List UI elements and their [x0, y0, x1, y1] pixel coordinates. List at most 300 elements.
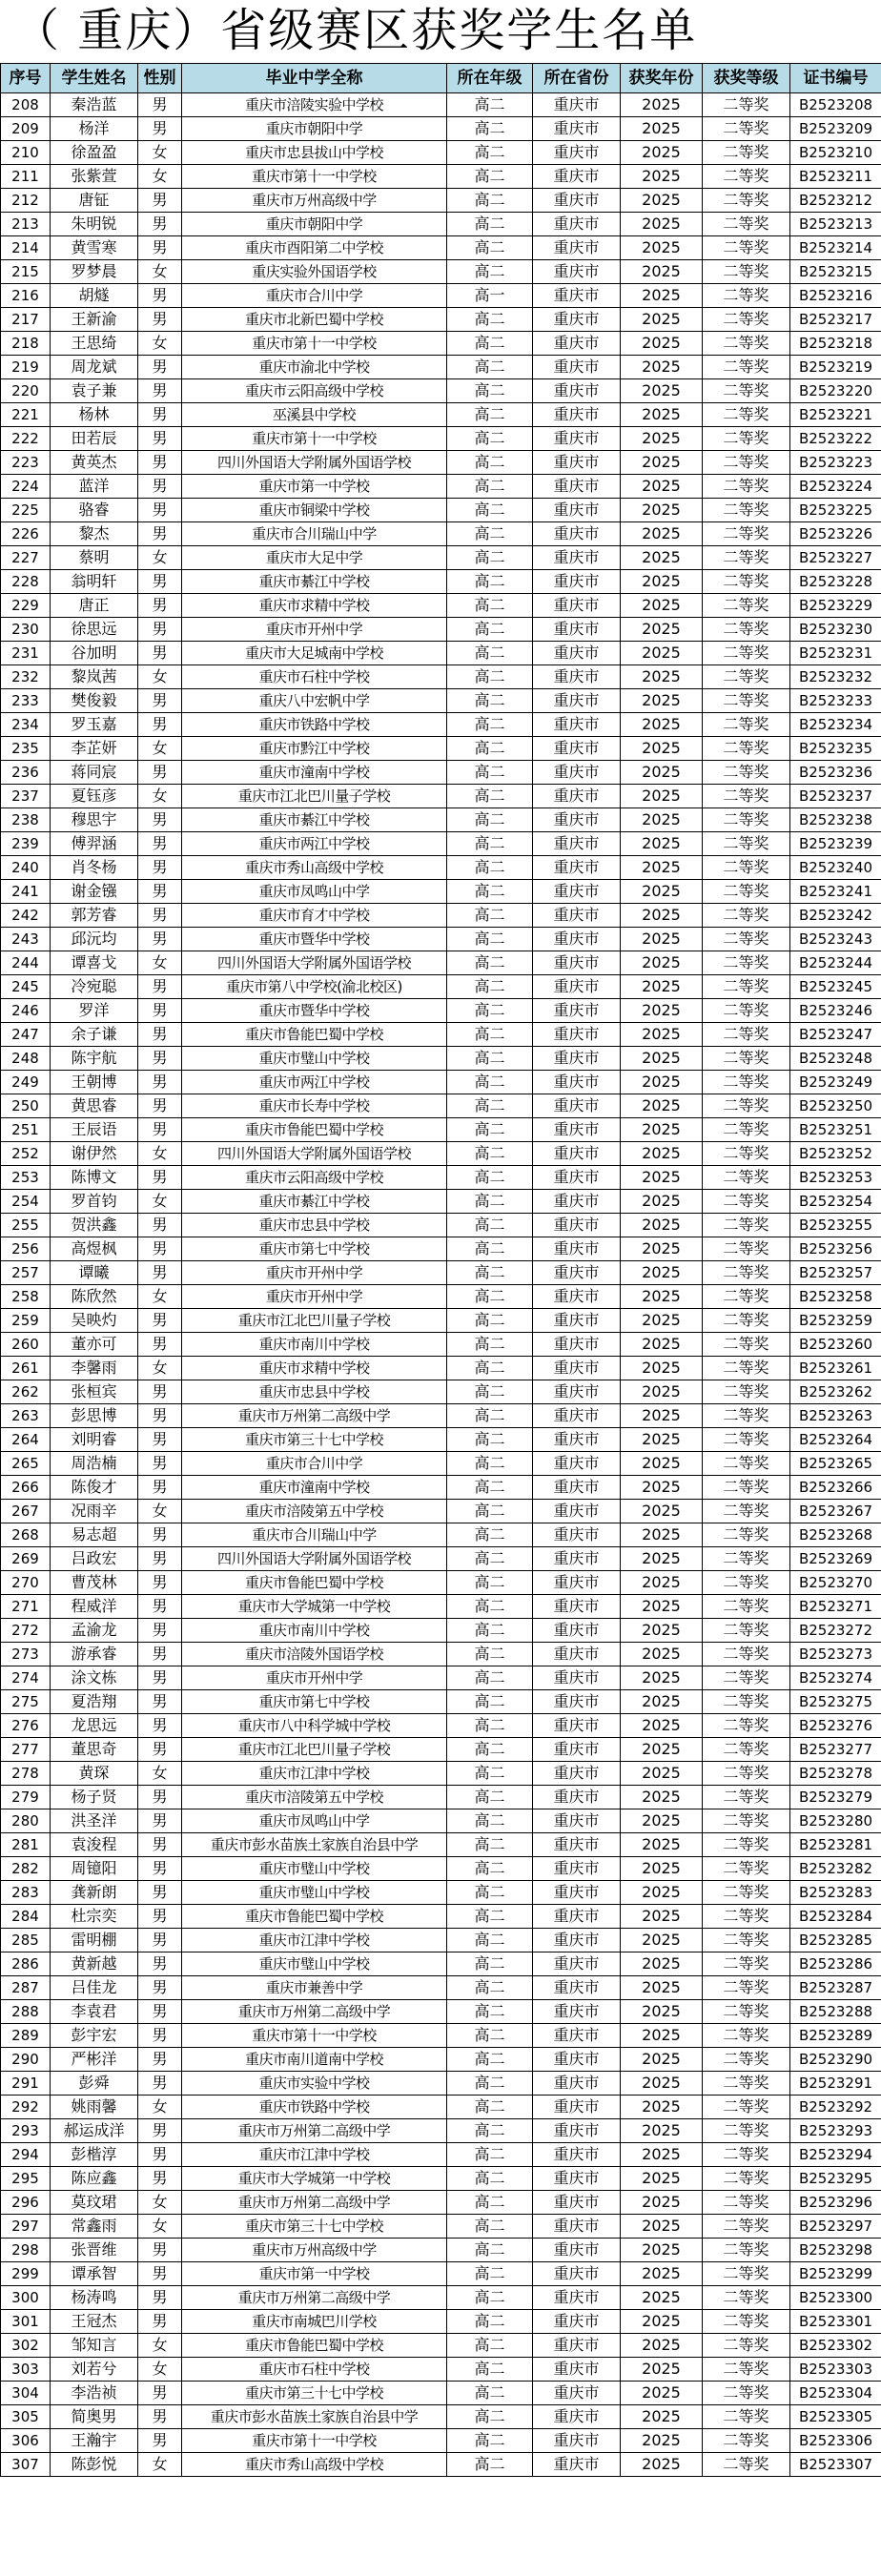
cell-seq: 239	[1, 832, 51, 856]
cell-school: 重庆市石柱中学校	[182, 2358, 447, 2382]
cell-school: 重庆市两江中学校	[182, 1071, 447, 1094]
cell-name: 穆思宇	[51, 808, 138, 832]
cell-grade: 高二	[447, 332, 533, 356]
cell-name: 黎岚茜	[51, 665, 138, 689]
cell-level: 二等奖	[703, 2048, 790, 2072]
cell-school: 重庆市第三十七中学校	[182, 1428, 447, 1452]
cell-name: 李袁君	[51, 2000, 138, 2024]
cell-level: 二等奖	[703, 2072, 790, 2096]
cell-seq: 221	[1, 403, 51, 427]
cell-province: 重庆市	[533, 1714, 621, 1738]
cell-seq: 266	[1, 1476, 51, 1500]
cell-cert: B2523291	[790, 2072, 881, 2096]
cell-level: 二等奖	[703, 1500, 790, 1523]
cell-gender: 男	[138, 2000, 182, 2024]
cell-year: 2025	[621, 499, 703, 522]
cell-school: 重庆市凤鸣山中学	[182, 1809, 447, 1833]
cell-year: 2025	[621, 1595, 703, 1619]
cell-gender: 男	[138, 1952, 182, 1976]
cell-seq: 273	[1, 1643, 51, 1666]
cell-level: 二等奖	[703, 1428, 790, 1452]
cell-grade: 高二	[447, 904, 533, 928]
cell-grade: 高二	[447, 1976, 533, 2000]
cell-seq: 233	[1, 689, 51, 713]
cell-school: 巫溪县中学校	[182, 403, 447, 427]
cell-grade: 高二	[447, 880, 533, 904]
table-row	[1, 2143, 881, 2167]
cell-seq: 274	[1, 1666, 51, 1690]
table-row	[1, 1190, 881, 1214]
cell-name: 冷宛聪	[51, 975, 138, 999]
cell-level: 二等奖	[703, 1190, 790, 1214]
cell-level: 二等奖	[703, 2453, 790, 2477]
cell-seq: 264	[1, 1428, 51, 1452]
cell-grade: 高二	[447, 2239, 533, 2262]
cell-province: 重庆市	[533, 1976, 621, 2000]
cell-gender: 女	[138, 2215, 182, 2239]
cell-cert: B2523282	[790, 1857, 881, 1881]
cell-seq: 243	[1, 928, 51, 951]
cell-province: 重庆市	[533, 451, 621, 475]
cell-cert: B2523264	[790, 1428, 881, 1452]
cell-cert: B2523221	[790, 403, 881, 427]
cell-grade: 高二	[447, 260, 533, 284]
cell-school: 重庆市凤鸣山中学	[182, 880, 447, 904]
cell-name: 陈俊才	[51, 1476, 138, 1500]
cell-province: 重庆市	[533, 2167, 621, 2191]
cell-level: 二等奖	[703, 1595, 790, 1619]
table-row	[1, 2024, 881, 2048]
cell-province: 重庆市	[533, 785, 621, 808]
cell-gender: 女	[138, 1357, 182, 1380]
cell-cert: B2523212	[790, 189, 881, 213]
cell-gender: 男	[138, 2405, 182, 2429]
cell-grade: 高二	[447, 546, 533, 570]
cell-cert: B2523302	[790, 2334, 881, 2358]
cell-province: 重庆市	[533, 1142, 621, 1166]
table-row	[1, 1595, 881, 1619]
cell-seq: 250	[1, 1094, 51, 1118]
cell-name: 周龙斌	[51, 356, 138, 379]
cell-seq: 272	[1, 1619, 51, 1643]
cell-year: 2025	[621, 117, 703, 141]
table-row	[1, 1476, 881, 1500]
table-row	[1, 2048, 881, 2072]
cell-cert: B2523254	[790, 1190, 881, 1214]
cell-seq: 211	[1, 165, 51, 189]
cell-cert: B2523261	[790, 1357, 881, 1380]
cell-year: 2025	[621, 880, 703, 904]
cell-province: 重庆市	[533, 2262, 621, 2286]
cell-grade: 高二	[447, 2358, 533, 2382]
table-row	[1, 1762, 881, 1786]
cell-name: 洪圣洋	[51, 1809, 138, 1833]
cell-province: 重庆市	[533, 1190, 621, 1214]
cell-seq: 237	[1, 785, 51, 808]
cell-school: 重庆市涪陵外国语学校	[182, 1643, 447, 1666]
cell-gender: 男	[138, 1929, 182, 1952]
cell-gender: 男	[138, 1666, 182, 1690]
cell-level: 二等奖	[703, 379, 790, 403]
cell-level: 二等奖	[703, 2429, 790, 2453]
cell-province: 重庆市	[533, 999, 621, 1023]
table-row	[1, 403, 881, 427]
cell-school: 重庆市南川中学校	[182, 1619, 447, 1643]
cell-grade: 高二	[447, 1047, 533, 1071]
cell-cert: B2523211	[790, 165, 881, 189]
cell-level: 二等奖	[703, 117, 790, 141]
cell-level: 二等奖	[703, 403, 790, 427]
cell-cert: B2523242	[790, 904, 881, 928]
cell-cert: B2523238	[790, 808, 881, 832]
cell-province: 重庆市	[533, 594, 621, 618]
cell-seq: 228	[1, 570, 51, 594]
cell-cert: B2523232	[790, 665, 881, 689]
table-body	[1, 93, 881, 2477]
table-row	[1, 1285, 881, 1309]
table-row	[1, 332, 881, 356]
column-header-gender: 性别	[138, 64, 182, 93]
cell-level: 二等奖	[703, 904, 790, 928]
cell-gender: 男	[138, 1619, 182, 1643]
cell-seq: 253	[1, 1166, 51, 1190]
cell-gender: 男	[138, 451, 182, 475]
cell-school: 重庆市合川瑞山中学	[182, 1523, 447, 1547]
cell-name: 唐正	[51, 594, 138, 618]
cell-grade: 高二	[447, 1881, 533, 1905]
cell-grade: 高二	[447, 1833, 533, 1857]
cell-year: 2025	[621, 308, 703, 332]
table-row	[1, 1094, 881, 1118]
table-row	[1, 1881, 881, 1905]
cell-gender: 男	[138, 1214, 182, 1237]
cell-year: 2025	[621, 1547, 703, 1571]
cell-grade: 高二	[447, 2000, 533, 2024]
cell-gender: 男	[138, 1523, 182, 1547]
cell-gender: 男	[138, 808, 182, 832]
cell-cert: B2523296	[790, 2191, 881, 2215]
cell-cert: B2523278	[790, 1762, 881, 1786]
cell-level: 二等奖	[703, 1094, 790, 1118]
cell-year: 2025	[621, 2262, 703, 2286]
cell-year: 2025	[621, 737, 703, 761]
cell-seq: 294	[1, 2143, 51, 2167]
cell-cert: B2523209	[790, 117, 881, 141]
cell-year: 2025	[621, 928, 703, 951]
cell-seq: 298	[1, 2239, 51, 2262]
cell-grade: 高二	[447, 785, 533, 808]
cell-gender: 男	[138, 1309, 182, 1333]
cell-school: 重庆市璧山中学校	[182, 1952, 447, 1976]
cell-year: 2025	[621, 451, 703, 475]
cell-cert: B2523220	[790, 379, 881, 403]
table-row	[1, 999, 881, 1023]
table-row	[1, 1833, 881, 1857]
cell-name: 董思奇	[51, 1738, 138, 1762]
cell-grade: 高二	[447, 594, 533, 618]
cell-province: 重庆市	[533, 880, 621, 904]
cell-gender: 男	[138, 618, 182, 642]
cell-seq: 289	[1, 2024, 51, 2048]
cell-year: 2025	[621, 1166, 703, 1190]
cell-gender: 男	[138, 1547, 182, 1571]
cell-seq: 222	[1, 427, 51, 451]
cell-grade: 高二	[447, 761, 533, 785]
cell-name: 谭喜戈	[51, 951, 138, 975]
cell-school: 重庆市南川中学校	[182, 1333, 447, 1357]
cell-grade: 高二	[447, 2191, 533, 2215]
cell-level: 二等奖	[703, 1333, 790, 1357]
cell-year: 2025	[621, 189, 703, 213]
cell-province: 重庆市	[533, 475, 621, 499]
cell-cert: B2523289	[790, 2024, 881, 2048]
cell-grade: 高二	[447, 1071, 533, 1094]
cell-year: 2025	[621, 1952, 703, 1976]
cell-school: 重庆市长寿中学校	[182, 1094, 447, 1118]
table-row	[1, 689, 881, 713]
cell-level: 二等奖	[703, 499, 790, 522]
cell-name: 谷加明	[51, 642, 138, 665]
cell-province: 重庆市	[533, 1881, 621, 1905]
cell-cert: B2523257	[790, 1261, 881, 1285]
cell-province: 重庆市	[533, 2048, 621, 2072]
cell-cert: B2523295	[790, 2167, 881, 2191]
cell-seq: 286	[1, 1952, 51, 1976]
cell-school: 重庆市江北巴川量子学校	[182, 1309, 447, 1333]
cell-school: 重庆市铜梁中学校	[182, 499, 447, 522]
cell-province: 重庆市	[533, 1237, 621, 1261]
cell-level: 二等奖	[703, 2191, 790, 2215]
cell-seq: 267	[1, 1500, 51, 1523]
cell-province: 重庆市	[533, 1047, 621, 1071]
cell-cert: B2523230	[790, 618, 881, 642]
cell-level: 二等奖	[703, 1833, 790, 1857]
cell-name: 陈博文	[51, 1166, 138, 1190]
cell-name: 谢金镪	[51, 880, 138, 904]
cell-level: 二等奖	[703, 856, 790, 880]
cell-year: 2025	[621, 2382, 703, 2405]
cell-grade: 高二	[447, 2048, 533, 2072]
cell-province: 重庆市	[533, 2453, 621, 2477]
cell-seq: 277	[1, 1738, 51, 1762]
cell-level: 二等奖	[703, 2096, 790, 2119]
cell-gender: 男	[138, 379, 182, 403]
cell-seq: 265	[1, 1452, 51, 1476]
cell-name: 蓝洋	[51, 475, 138, 499]
cell-name: 邱沅均	[51, 928, 138, 951]
cell-gender: 男	[138, 1738, 182, 1762]
cell-province: 重庆市	[533, 2310, 621, 2334]
cell-cert: B2523286	[790, 1952, 881, 1976]
table-row	[1, 260, 881, 284]
cell-province: 重庆市	[533, 665, 621, 689]
cell-name: 罗梦晨	[51, 260, 138, 284]
cell-province: 重庆市	[533, 189, 621, 213]
table-row	[1, 165, 881, 189]
cell-school: 重庆市璧山中学校	[182, 1881, 447, 1905]
cell-province: 重庆市	[533, 403, 621, 427]
cell-year: 2025	[621, 1071, 703, 1094]
cell-school: 重庆市万州高级中学	[182, 189, 447, 213]
cell-province: 重庆市	[533, 308, 621, 332]
table-row	[1, 1809, 881, 1833]
cell-province: 重庆市	[533, 2024, 621, 2048]
cell-cert: B2523243	[790, 928, 881, 951]
table-row	[1, 785, 881, 808]
cell-grade: 高二	[447, 1118, 533, 1142]
cell-cert: B2523266	[790, 1476, 881, 1500]
cell-grade: 高二	[447, 618, 533, 642]
table-row	[1, 1404, 881, 1428]
cell-gender: 男	[138, 117, 182, 141]
cell-name: 游承睿	[51, 1643, 138, 1666]
cell-grade: 高二	[447, 2262, 533, 2286]
cell-seq: 291	[1, 2072, 51, 2096]
cell-province: 重庆市	[533, 236, 621, 260]
cell-cert: B2523217	[790, 308, 881, 332]
cell-year: 2025	[621, 2024, 703, 2048]
cell-level: 二等奖	[703, 451, 790, 475]
table-row	[1, 1071, 881, 1094]
cell-seq: 225	[1, 499, 51, 522]
cell-school: 重庆市大学城第一中学校	[182, 2167, 447, 2191]
cell-grade: 高二	[447, 93, 533, 117]
cell-cert: B2523229	[790, 594, 881, 618]
cell-name: 邹知言	[51, 2334, 138, 2358]
cell-name: 董亦可	[51, 1333, 138, 1357]
cell-name: 杨子贤	[51, 1786, 138, 1809]
cell-seq: 208	[1, 93, 51, 117]
cell-year: 2025	[621, 141, 703, 165]
cell-level: 二等奖	[703, 1976, 790, 2000]
cell-level: 二等奖	[703, 2358, 790, 2382]
cell-year: 2025	[621, 1357, 703, 1380]
cell-gender: 男	[138, 1833, 182, 1857]
cell-year: 2025	[621, 904, 703, 928]
column-header-cert: 证书编号	[790, 64, 881, 93]
cell-seq: 279	[1, 1786, 51, 1809]
cell-seq: 213	[1, 213, 51, 236]
cell-gender: 男	[138, 308, 182, 332]
cell-year: 2025	[621, 808, 703, 832]
cell-grade: 高二	[447, 403, 533, 427]
cell-level: 二等奖	[703, 1690, 790, 1714]
cell-gender: 女	[138, 1500, 182, 1523]
cell-cert: B2523246	[790, 999, 881, 1023]
cell-grade: 高二	[447, 1857, 533, 1881]
cell-seq: 258	[1, 1285, 51, 1309]
cell-gender: 男	[138, 522, 182, 546]
cell-cert: B2523249	[790, 1071, 881, 1094]
cell-cert: B2523250	[790, 1094, 881, 1118]
cell-school: 重庆市第十一中学校	[182, 165, 447, 189]
cell-seq: 271	[1, 1595, 51, 1619]
cell-gender: 女	[138, 332, 182, 356]
cell-seq: 254	[1, 1190, 51, 1214]
cell-gender: 男	[138, 213, 182, 236]
table-row	[1, 356, 881, 379]
cell-gender: 男	[138, 2167, 182, 2191]
cell-year: 2025	[621, 1571, 703, 1595]
cell-school: 重庆市璧山中学校	[182, 1857, 447, 1881]
cell-province: 重庆市	[533, 761, 621, 785]
cell-level: 二等奖	[703, 594, 790, 618]
cell-year: 2025	[621, 1714, 703, 1738]
cell-school: 重庆市第七中学校	[182, 1237, 447, 1261]
cell-gender: 男	[138, 642, 182, 665]
cell-province: 重庆市	[533, 1857, 621, 1881]
cell-cert: B2523270	[790, 1571, 881, 1595]
cell-name: 周浩楠	[51, 1452, 138, 1476]
table-row	[1, 522, 881, 546]
cell-name: 张紫萱	[51, 165, 138, 189]
cell-school: 重庆市第十一中学校	[182, 2024, 447, 2048]
cell-province: 重庆市	[533, 1285, 621, 1309]
table-row	[1, 737, 881, 761]
cell-level: 二等奖	[703, 1786, 790, 1809]
cell-level: 二等奖	[703, 1404, 790, 1428]
cell-seq: 212	[1, 189, 51, 213]
cell-school: 重庆市兼善中学	[182, 1976, 447, 2000]
table-row	[1, 2382, 881, 2405]
table-row	[1, 904, 881, 928]
cell-grade: 高二	[447, 713, 533, 737]
cell-name: 陈应鑫	[51, 2167, 138, 2191]
cell-seq: 262	[1, 1380, 51, 1404]
cell-province: 重庆市	[533, 1500, 621, 1523]
cell-level: 二等奖	[703, 284, 790, 308]
table-row	[1, 2429, 881, 2453]
cell-name: 高煜枫	[51, 1237, 138, 1261]
cell-school: 重庆市綦江中学校	[182, 570, 447, 594]
cell-seq: 276	[1, 1714, 51, 1738]
cell-year: 2025	[621, 403, 703, 427]
cell-seq: 248	[1, 1047, 51, 1071]
cell-gender: 男	[138, 2119, 182, 2143]
cell-province: 重庆市	[533, 379, 621, 403]
cell-name: 秦浩蓝	[51, 93, 138, 117]
table-row	[1, 284, 881, 308]
cell-year: 2025	[621, 1380, 703, 1404]
cell-seq: 219	[1, 356, 51, 379]
cell-name: 彭宇宏	[51, 2024, 138, 2048]
cell-province: 重庆市	[533, 1523, 621, 1547]
cell-province: 重庆市	[533, 1786, 621, 1809]
cell-cert: B2523234	[790, 713, 881, 737]
cell-school: 重庆市开州中学	[182, 1261, 447, 1285]
cell-school: 四川外国语大学附属外国语学校	[182, 951, 447, 975]
cell-province: 重庆市	[533, 427, 621, 451]
cell-school: 重庆市合川瑞山中学	[182, 522, 447, 546]
cell-school: 重庆市求精中学校	[182, 594, 447, 618]
cell-year: 2025	[621, 2048, 703, 2072]
cell-school: 重庆市黔江中学校	[182, 737, 447, 761]
cell-name: 骆睿	[51, 499, 138, 522]
cell-year: 2025	[621, 2239, 703, 2262]
cell-year: 2025	[621, 1881, 703, 1905]
cell-level: 二等奖	[703, 1166, 790, 1190]
cell-school: 重庆市求精中学校	[182, 1357, 447, 1380]
cell-name: 樊俊毅	[51, 689, 138, 713]
cell-grade: 高二	[447, 356, 533, 379]
table-row	[1, 213, 881, 236]
table-row	[1, 665, 881, 689]
cell-cert: B2523214	[790, 236, 881, 260]
cell-cert: B2523271	[790, 1595, 881, 1619]
cell-name: 黄琛	[51, 1762, 138, 1786]
table-row	[1, 499, 881, 522]
cell-grade: 高二	[447, 856, 533, 880]
